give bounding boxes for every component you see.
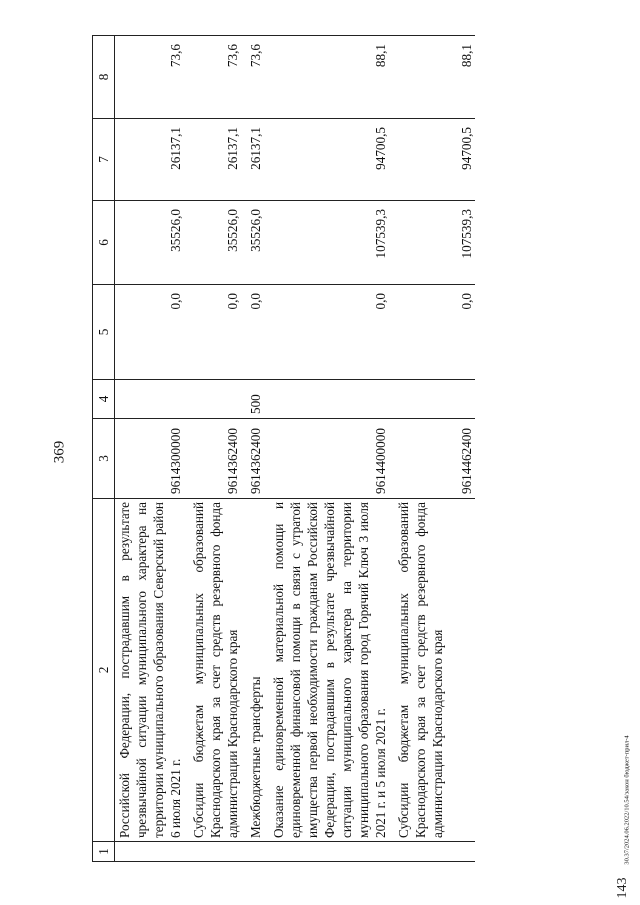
cell-empty <box>184 842 241 862</box>
table-row <box>264 36 389 862</box>
table-row <box>115 36 185 862</box>
cell-col6: 107539,3 <box>264 201 389 285</box>
cell-col8: 73,6 <box>184 36 241 119</box>
table-row <box>241 36 264 862</box>
page-number-text: 369 <box>51 440 68 464</box>
header-col-5: 5 <box>93 285 115 380</box>
cell-col7: 26137,1 <box>241 119 264 201</box>
header-col-6: 6 <box>93 201 115 285</box>
header-col-8: 8 <box>93 36 115 119</box>
header-col-4: 4 <box>93 380 115 419</box>
cell-code: 9614462400 <box>389 419 475 499</box>
cell-col5: 0,0 <box>115 285 185 380</box>
header-col-3: 3 <box>93 419 115 499</box>
cell-empty <box>241 842 264 862</box>
cell-type <box>389 380 475 419</box>
cell-col7: 94700,5 <box>264 119 389 201</box>
header-col-2: 2 <box>93 499 115 842</box>
cell-col7: 94700,5 <box>389 119 475 201</box>
cell-code: 9614300000 <box>115 419 185 499</box>
cell-name: Субсидии бюджетам муниципальных образований Краснодарского края за счет средств резервного фонда администрации Краснодарского края <box>389 499 475 842</box>
cell-col7: 26137,1 <box>184 119 241 201</box>
cell-col6: 35526,0 <box>115 201 185 285</box>
cell-col5: 0,0 <box>241 285 264 380</box>
cell-type <box>115 380 185 419</box>
footer-code-text: 30.37/2024.06.2022/10.54/закон бюджет-прил-4 <box>623 735 631 865</box>
cell-col8: 88,1 <box>264 36 389 119</box>
table-header-row <box>93 36 115 862</box>
cell-type: 500 <box>241 380 264 419</box>
cell-col6: 35526,0 <box>241 201 264 285</box>
cell-empty <box>264 842 389 862</box>
header-col-1: 1 <box>93 842 115 862</box>
table-row <box>184 36 241 862</box>
cell-empty <box>389 842 475 862</box>
cell-code: 9614400000 <box>264 419 389 499</box>
cell-col5: 0,0 <box>264 285 389 380</box>
cell-code: 9614362400 <box>184 419 241 499</box>
header-col-7: 7 <box>93 119 115 201</box>
cell-col5: 0,0 <box>389 285 475 380</box>
cell-empty <box>115 842 185 862</box>
cell-name: Оказание единовременной материальной помощи и единовременной финансовой помощи в связи с утратой имущества первой необходимости гражданам Российской Федерации, пострадавшим в результате чрезвычайной ситуации муниципального характера на территории муниципального образования город Горячий Ключ 3 июля 2021 г. и 5 июля 2021 г. <box>264 499 389 842</box>
corner-number-text: 143 <box>615 877 630 899</box>
cell-col8: 73,6 <box>115 36 185 119</box>
budget-table <box>92 35 475 862</box>
cell-col5: 0,0 <box>184 285 241 380</box>
cell-code: 9614362400 <box>241 419 264 499</box>
cell-name: Субсидии бюджетам муниципальных образований Краснодарского края за счет средств резервного фонда администрации Краснодарского края <box>184 499 241 842</box>
rotated-table-wrapper <box>92 36 604 862</box>
cell-col8: 73,6 <box>241 36 264 119</box>
cell-col6: 35526,0 <box>184 201 241 285</box>
table-row <box>389 36 475 862</box>
cell-col7: 26137,1 <box>115 119 185 201</box>
cell-name: Российской Федерации, пострадавшим в результате чрезвычайной ситуации муниципального характера на территории муниципального образования Северский район 6 июля 2021 г. <box>115 499 185 842</box>
cell-col8: 88,1 <box>389 36 475 119</box>
cell-col6: 107539,3 <box>389 201 475 285</box>
cell-type <box>264 380 389 419</box>
cell-name: Межбюджетные трансферты <box>241 499 264 842</box>
cell-type <box>184 380 241 419</box>
